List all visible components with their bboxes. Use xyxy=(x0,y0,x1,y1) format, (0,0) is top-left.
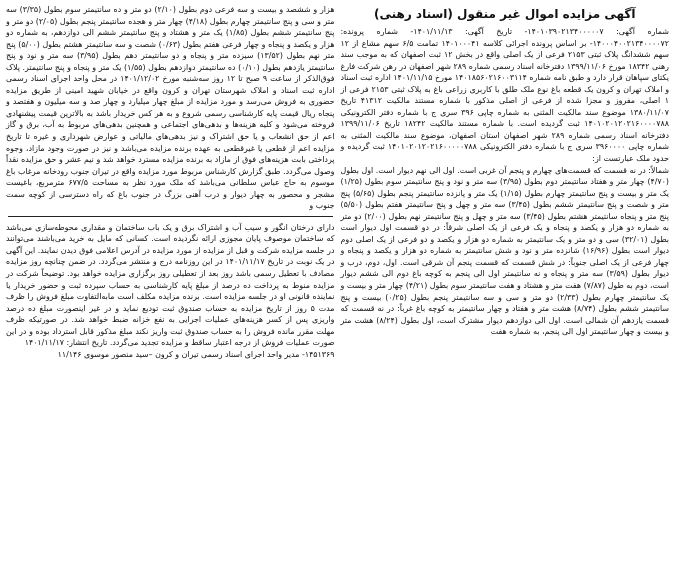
left-column xyxy=(6,4,335,563)
right-column xyxy=(341,4,670,563)
notice-paragraph: هزار و ششصد و بیست و سه فرعی دوم بطول (۲/۱۰) دو متر و ده سانتیمتر سوم بطول (۳/۳۵) سه متر و سی و پنج سانتیمتر چهارم بطول (۴/۱۸) چهار متر و هجده سانتیمتر پنجم بطول (۲/۰۵) دو متر و پنج سانتیمتر ششم بطول (۱/۸۵) یک متر و هشتاد و پنج سانتیمتر ششم الی دوازدهم، به شماره دو هزار و یکصد و پنجاه و چهار فرعی هفتم بطول (۰/۶۳) شصت و سه سانتیمتر هشتم بطول (۵/۰۰) پنج متر نهم بطول (۱۳/۵۲) سیزده متر و پنجاه و دو سانتیمتر دهم بطول (۳/۹۵) سه متر و نود و پنج سانتیمتر یازدهم بطول (۰/۱۰) ده سانتیمتر دوازدهم بطول (۱/۵۵) یک متر و پنجاه و پنج سانتیمتر. پلاک فوق‌الذکر از ساعت ۹ صبح تا ۱۲ روز سه‌شنبه مورخ ۱۴۰۱/۱۲/۰۲ در محل واحد اجرای اسناد رسمی اداره ثبت اسناد و املاک شهرستان تهران و کرون واقع در خیابان شهید امینی از طریق مزایده حضوری به فروش می‌رسد و مورد مزایده از مبلغ چهار میلیارد و چهار صد و سه میلیون و هفتصد و پنجاه ریال قیمت پایه کارشناسی رسمی شروع و به هر کس خریدار باشد به بالاترین قیمت پیشنهادی فروخته می‌شود و کلیه هزینه‌ها و بدهی‌های اجتماعی و همچنین بدهی‌های مربوط به آب، برق و گاز اعم از حق انشعاب و یا حق اشتراک و نیز بدهی‌های مالیاتی و عوارض شهرداری و غیره تا تاریخ مزایده اعم از قطعی یا غیرقطعی به عهده برنده مزایده می‌باشد و نیز در صورت وجود مازاد، وجوه پرداختی بابت هزینه‌های فوق از مازاد به برنده مزایده مسترد خواهد شد و نیم عشر و حق مزایده نقداً وصول می‌گردد. طبق گزارش کارشناس مربوط مورد مزایده واقع در تیران جنوب رودخانه مرغاب باغ موسوم به حاج عباس سلطانی می‌باشد که ملک مورد نظر به مساحت ۶۷۷/۵ مترمربع، باغیست مشجر و محصور به چهار دیوار و درب آهنی بزرگ در جنوب باغ که راه دسترسی از کوچه سمت جنوب و xyxy=(6,5,335,211)
notice-paragraph: شمالاً: در نه قسمت که قسمت‌های چهارم و پنجم آن غربی است. اول الی نهم دیوار است. اول بطول (۴/۷۰) چهار متر و هفتاد سانتیمتر دوم بطول (۳/۹۵) سه متر و نود و پنج سانتیمتر سوم بطول (۱/۲۵) یک متر و بیست و پنج سانتیمتر چهارم بطول (۱/۱۵) یک متر و پانزده سانتیمتر پنجم بطول (۵/۶۵) پنج متر و شصت و پنج سانتیمتر ششم بطول (۳/۴۵) سه متر و چهل و پنج سانتیمتر هفتم بطول (۵/۵۰) پنج متر و پنجاه سانتیمتر هشتم بطول (۳/۴۵) سه متر و چهل و پنج سانتیمتر نهم بطول (۲/۰۰) دو متر به شماره دو هزار و یکصد و پنجاه و یک فرعی از یک اصلی شرقاً: در دو قسمت اول دیوار است بطول (۳۲/۰۱) سی و دو متر و یک سانتیمتر به شماره دو هزار و یکصد و دو فرعی از یک اصلی دوم دیوار است بطول (۱۶/۹۶) شانزده متر و نود و شش سانتیمتر به شماره دو هزار و یکصد و پنجاه و چهار فرعی از یک اصلی جنوباً: در شش قسمت که قسمت پنجم آن شرقی است. اول، دوم، درب و دیوار بطول (۳/۵۹) سه متر و پنجاه و نه سانتیمتر اول الی پنجم به کوچه باغ دوم الی ششم دیوار است، دوم به طول (۷/۸۷) هفت متر و هشتاد و هفت سانتیمتر سوم بطول (۴/۲۱) چهار متر و بیست و یک سانتیمتر چهارم بطول (۲/۳۳) دو متر و سی و سه سانتیمتر پنجم بطول (۰/۲۵) بیست و پنج سانتیمتر ششم بطول (۸/۷۴) هشت متر و هفتاد و چهار سانتیمتر به کوچه باغ غرباً: در نه قسمت که قسمت یازدهم آن شمالی است. اول الی دوازدهم دیوار مشترک است، اول بطول (۸/۲۴) هشت متر و بیست و چهار سانتیمتر اول الی پنجم، به شماره هفت xyxy=(340,165,670,337)
notice-paragraph: شماره آگهی: ۱۴۰۱۰۳۹۰۲۱۳۴۰۰۰۰۰۷- تاریخ آگهی: ۱۴۰۱/۱۱/۱۳- شماره پرونده: ۱۴۰۰۰۴۰۰۲۱۳۴۰۰۰۰۷۲- بر اساس پرونده اجرائی کلاسه ۱۴۰۱۰۰۰۴۱ تمامت ۶/۵ سهم مشاع از ۱۲ سهم ششدانگ پلاک ثبتی ۲۱۵۳ فرعی از یک اصلی واقع در بخش ۱۲ ثبت اصفهان که به موجب سند رهنی ۱۸۳۴۲ مورخ ۱۳۹۹/۱۱/۰۶ دفترخانه اسناد رسمی شماره ۲۸۹ شهر اصفهان در رهن شرکت فارغ یکتای سپاهان قرار دارد و طبق نامه شماره ۱۴۰۱۸۵۶۰۲۱۶۰۰۳۱۱۴ مورخ ۱۴۰۱/۱۱/۱۵ اداره ثبت اسناد و املاک تهران و کرون یک قطعه باغ نوع ملک طلق با کاربری زراعی باغ به پلاک ثبتی ۲۱۵۳ فرعی از ۱ اصلی، مفروز و مجزا شده از فرعی از اصلی مذکور با شماره مستند مالکیت ۴۱۳۱۲ تاریخ ۱۳۸۰/۱۱/۰۷ موضوع سند مالکیت المثنی به شماره چاپی ۳۹۶ سری ج با شماره دفتر الکترونیکی ۱۴۰۱۰۲۰۱۲۰۲۱۶۰۰۰۰۷۸۸ ثبت گردیده است. با شماره مستند مالکیت ۱۸۲۴۲ تاریخ ۱۳۹۹/۱۱/۰۶ دفترخانه اسناد رسمی شماره ۲۸۹ شهر اصفهان استان اصفهان، موضوع سند مالکیت المثنی به شماره چاپی ۳۹۶۰۰۰۰ سری ج با شماره دفتر الکترونیکی ۱۴۰۱۰۲۰۱۲۰۲۱۶۰۰۰۰۰۷۸۸ ثبت گردیده و حدود ملک عبارتست از: xyxy=(340,27,670,164)
notice-paragraph: دارای درختان انگور و سیب آب و اشتراک برق و یک باب ساختمان و مقداری محوطه‌سازی می‌باشد که ساختمان موصوف پایان مجوزی ارائه نگردیده است. کسانی که مایل به خرید می‌باشند می‌توانند در جلسه مزایده شرکت و قبل از مزایده از مورد مزایده در آدرس اعلامی فوق دیدن نمایند. این آگهی در یک نوبت در تاریخ ۱۴۰۱/۱۱/۱۷ در این روزنامه درج و منتشر می‌گردد. در ضمن چنانچه روز مزایده مصادف با تعطیل رسمی باشد روز بعد از تعطیلی روز برگزاری مزایده خواهد بود. توضیحاً شرکت در مزایده منوط به پرداخت ده درصد از مبلغ پایه کارشناسی به حساب سپرده ثبت و حضور خریدار یا نماینده قانونی او در جلسه مزایده است. برنده مزایده مکلف است مابه‌التفاوت مبلغ فروش را ظرف مدت ۵ روز از تاریخ مزایده به حساب صندوق ثبت تودیع نماید و در غیر اینصورت مبلغ ده درصد واریزی پس از کسر هزینه‌های عملیات اجرایی به نفع خزانه ضبط خواهد شد. در صورتیکه ظرف مهلت مقرر مانده فروش را به حساب صندوق ثبت واریز نکند مبلغ مذکور قابل استرداد بوده و در این صورت عملیات فروش از درجه اعتبار ساقط و مزایده تجدید می‌گردد. تاریخ انتشار: ۱۴۰۱/۱۱/۱۷ xyxy=(6,222,335,348)
notice-columns xyxy=(6,4,669,563)
notice-title: آگهی مزایده اموال غیر منقول (اسناد رهنی) xyxy=(373,7,636,21)
column-divider xyxy=(8,216,333,217)
notice-signature: ۱۴۵۱۳۶۹- مدیر واحد اجرای اسناد رسمی تیران و کرون –سید منصور موسوی ۱۱/۱۴۶ xyxy=(57,349,335,359)
